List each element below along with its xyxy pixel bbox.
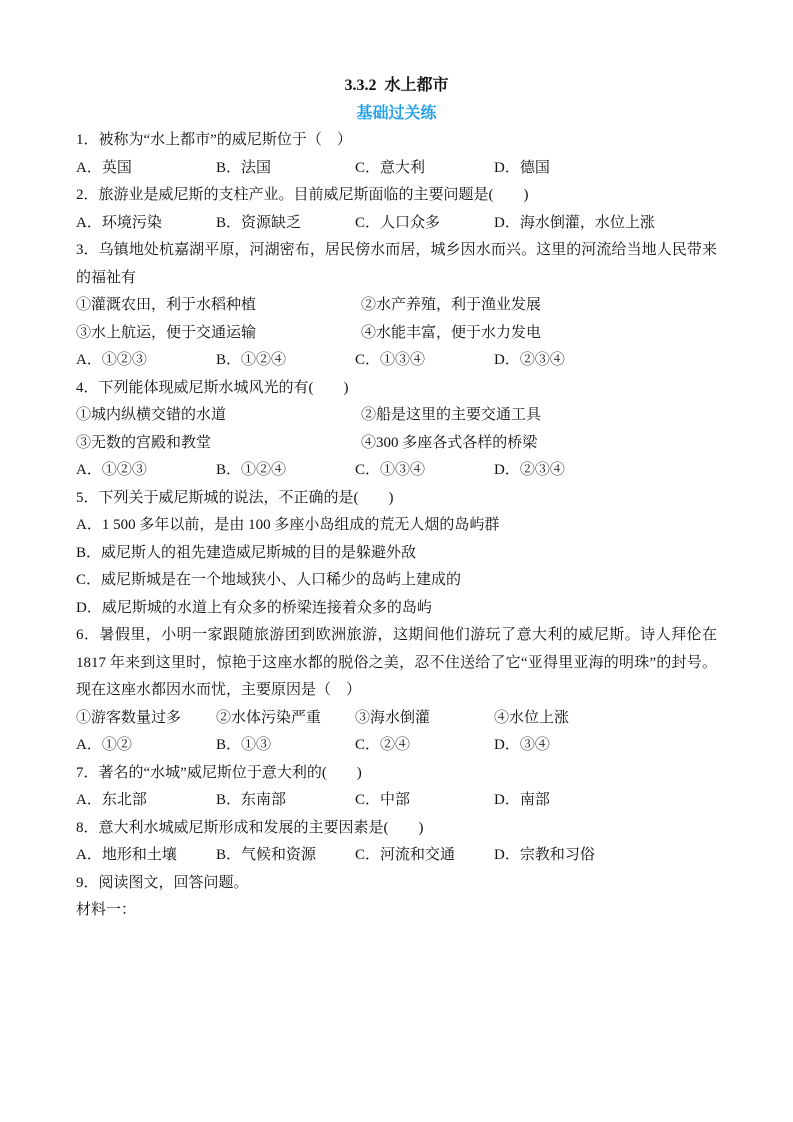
q4-options-text-4: D．②③④ (494, 462, 565, 478)
q7-options-text-3: C．中部 (355, 792, 411, 808)
q3-item-1-2-text-2: ②水产养殖，利于渔业发展 (361, 297, 542, 313)
worksheet-body (76, 72, 717, 925)
q9-stem-text: 9．阅读图文，回答问题。 (76, 874, 249, 891)
q6-options-text-1: A．①② (76, 737, 132, 753)
q3-options-text-3: C．①③④ (355, 352, 426, 368)
q3-item-3-4-text-2: ④水能丰富，便于水力发电 (361, 324, 542, 341)
q6-options-text-4: D．③④ (494, 737, 550, 753)
q3-options-text-4: D．②③④ (494, 352, 565, 368)
q7-options-text-4: D．南部 (494, 792, 550, 808)
worksheet-lines (76, 127, 717, 925)
q1-options-text-2: B．法国 (216, 159, 272, 176)
q1-options-text-3: C．意大利 (355, 159, 426, 176)
q1-stem (76, 127, 717, 155)
q4-item-1-2-text-2: ②船是这里的主要交通工具 (361, 407, 542, 423)
q5-stem (76, 485, 717, 513)
q4-item-3-4-text-2: ④300 多座各式各样的桥梁 (361, 434, 538, 451)
q5-stem-text: 5．下列关于威尼斯城的说法，不正确的是( ) (76, 489, 394, 506)
q3-options-text-2: B．①②④ (216, 352, 287, 368)
q2-options-text-4: D．海水倒灌，水位上涨 (494, 214, 655, 231)
q6-items-text-1: ①游客数量过多 (76, 709, 182, 726)
q3-options-text-1: A．①②③ (76, 352, 147, 368)
q4-options-text-3: C．①③④ (355, 462, 426, 478)
q6-stem (76, 622, 717, 705)
q4-item-3-4-text-1: ③无数的宫殿和教堂 (76, 434, 212, 451)
q6-options (76, 732, 717, 760)
q7-stem (76, 760, 717, 788)
q1-stem-text: 1．被称为“水上都市”的威尼斯位于（ ） (76, 132, 352, 148)
q3-item-3-4-text-1: ③水上航运，便于交通运输 (76, 324, 257, 341)
q4-item-1-2-text-1: ①城内纵横交错的水道 (76, 407, 227, 423)
q5-option-a (76, 512, 717, 540)
q5-option-c (76, 567, 717, 595)
q1-options-text-4: D．德国 (494, 159, 550, 176)
q6-options-text-2: B．①③ (216, 737, 272, 753)
q4-item-1-2 (76, 402, 717, 430)
q6-items-text-4: ④水位上涨 (494, 709, 570, 726)
q7-stem-text: 7．著名的“水城”威尼斯位于意大利的( ) (76, 764, 362, 781)
q3-options (76, 347, 717, 375)
q6-options-text-3: C．②④ (355, 737, 411, 753)
section-subtitle: 基础过关练 (356, 104, 437, 122)
material-1-label-text: 材料一： (76, 902, 137, 918)
q2-options (76, 210, 717, 238)
q7-options-text-1: A．东北部 (76, 792, 147, 808)
q5-option-c-text: C．威尼斯城是在一个地域狭小、人口稀少的岛屿上建成的 (76, 572, 462, 588)
q3-item-1-2-text-1: ①灌溉农田，利于水稻种植 (76, 297, 257, 313)
q5-option-d (76, 595, 717, 623)
q3-stem (76, 237, 717, 292)
q5-option-b-text: B．威尼斯人的祖先建造威尼斯城的目的是躲避外敌 (76, 544, 417, 561)
q8-options-text-1: A．地形和土壤 (76, 847, 177, 863)
q5-option-a-text: A．1 500 多年以前，是由 100 多座小岛组成的荒无人烟的岛屿群 (76, 517, 500, 533)
q2-stem-text: 2．旅游业是威尼斯的支柱产业。目前威尼斯面临的主要问题是( ) (76, 187, 529, 203)
q6-stem-text: 6．暑假里，小明一家跟随旅游团到欧洲旅游，这期间他们游玩了意大利的威尼斯。诗人拜伦在 1817 年来到这里时，惊艳于这座水都的脱俗之美，忍不住送给了它“亚得里亚海的明珠”的封号。现在这座水都因水而忧，主要原因是（ ） (76, 627, 717, 698)
q3-stem-text: 3．乌镇地处杭嘉湖平原，河湖密布，居民傍水而居，城乡因水而兴。这里的河流给当地人民带来的福祉有 (76, 242, 717, 286)
worksheet-title: 3.3.2 水上都市 (344, 77, 449, 94)
q5-option-b (76, 540, 717, 568)
q3-item-3-4 (76, 320, 717, 348)
q1-options (76, 155, 717, 183)
q8-options (76, 842, 717, 870)
q2-stem (76, 182, 717, 210)
q8-stem (76, 815, 717, 843)
q5-option-d-text: D．威尼斯城的水道上有众多的桥梁连接着众多的岛屿 (76, 599, 432, 616)
q4-options-text-1: A．①②③ (76, 462, 147, 478)
q4-item-3-4 (76, 430, 717, 458)
q4-options-text-2: B．①②④ (216, 462, 287, 478)
q6-items-text-2: ②水体污染严重 (216, 709, 322, 726)
material-1-label (76, 897, 717, 925)
q2-options-text-2: B．资源缺乏 (216, 214, 302, 231)
q8-options-text-2: B．气候和资源 (216, 847, 317, 863)
q2-options-text-1: A．环境污染 (76, 214, 162, 231)
q4-stem-text: 4．下列能体现威尼斯水城风光的有( ) (76, 379, 349, 396)
q8-options-text-3: C．河流和交通 (355, 847, 456, 863)
q1-options-text-1: A．英国 (76, 159, 132, 176)
q7-options (76, 787, 717, 815)
q7-options-text-2: B．东南部 (216, 792, 287, 808)
q8-options-text-4: D．宗教和习俗 (494, 847, 595, 863)
q9-stem (76, 870, 717, 898)
q4-options (76, 457, 717, 485)
q6-items (76, 705, 717, 733)
q4-stem (76, 375, 717, 403)
q8-stem-text: 8．意大利水城威尼斯形成和发展的主要因素是( ) (76, 819, 424, 836)
q3-item-1-2 (76, 292, 717, 320)
q6-items-text-3: ③海水倒灌 (355, 709, 431, 726)
q2-options-text-3: C．人口众多 (355, 214, 441, 231)
